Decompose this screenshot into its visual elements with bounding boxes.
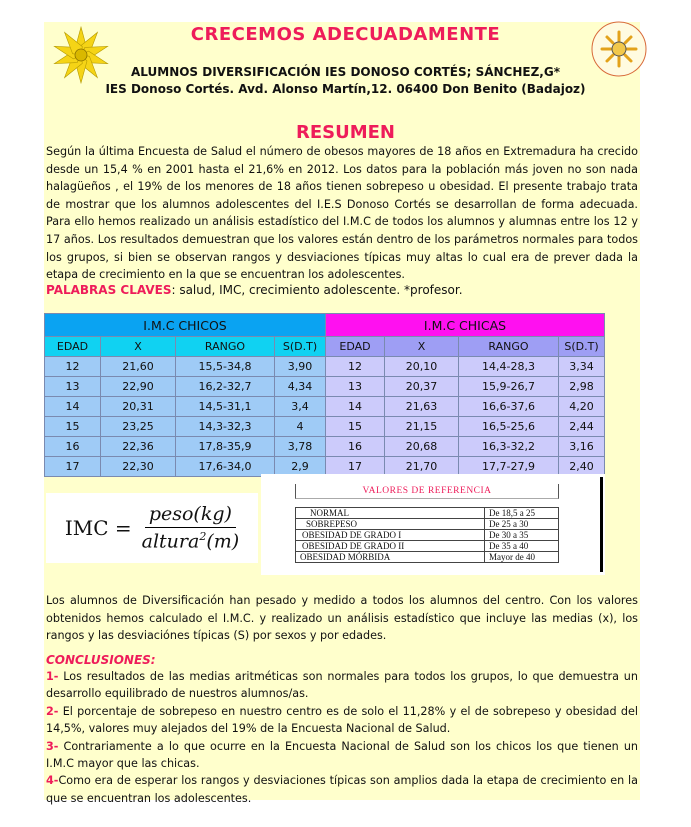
reference-range: De 25 a 30 xyxy=(485,519,559,530)
cell: 14,4-28,3 xyxy=(459,357,559,377)
conclusion-text: El porcentaje de sobrepeso en nuestro centro es de solo el 11,28% y el de sobrepeso y obesidad del 14,5%, valores muy alejados del 19% de la Encuesta Nacional de Salud. xyxy=(46,704,638,736)
cell: 12 xyxy=(326,357,385,377)
keywords-text: : salud, IMC, crecimiento adolescente. *profesor. xyxy=(171,283,463,297)
cell: 20,37 xyxy=(385,377,459,397)
formula-den-base: altura xyxy=(141,530,200,553)
cell: 20,10 xyxy=(385,357,459,377)
reference-category: OBESIDAD MÓRBIDA xyxy=(296,552,485,563)
cell: 22,30 xyxy=(101,457,176,477)
methods-text: Los alumnos de Diversificación han pesado y medido a todos los alumnos del centro. Con los valores obtenidos hemos calculado el I.M.C. y realizado un análisis estadístico que incluye las medias (x), los rangos y las desviaciónes típicas (S) por sexos y por edades. xyxy=(46,594,638,643)
formula-numerator: peso(kg) xyxy=(145,503,236,528)
table-row xyxy=(45,437,605,457)
cell: 16,5-25,6 xyxy=(459,417,559,437)
reference-category: NORMAL xyxy=(296,508,485,519)
reference-row xyxy=(296,541,559,552)
conclusion-text: Los resultados de las medias aritméticas son normales para todos los grupos, lo que demuestra un desarrollo equilibrado de nuestros alumnos/as. xyxy=(46,670,638,701)
cell: 17,8-35,9 xyxy=(176,437,275,457)
conclusion-number: 3- xyxy=(46,739,59,753)
cell: 21,70 xyxy=(385,457,459,477)
conclusion-number: 4- xyxy=(46,774,59,788)
table-row xyxy=(45,377,605,397)
col-edad: EDAD xyxy=(326,337,385,357)
keywords xyxy=(46,283,463,297)
col-x: X xyxy=(385,337,459,357)
formula-fraction xyxy=(142,503,240,552)
cell: 3,4 xyxy=(275,397,326,417)
reference-category: SOBREPESO xyxy=(296,519,485,530)
cell: 4,34 xyxy=(275,377,326,397)
reference-range: De 35 a 40 xyxy=(485,541,559,552)
resumen-text: Según la última Encuesta de Salud el número de obesos mayores de 18 años en Extremadura ha crecido desde un 15,4 % en 2001 hasta el 21,6% en 2012. Los datos para la población más joven no son nada halagüeños , el 19% de los menores de 18 años tienen sobrepeso u obesidad. El presente trabajo trata de mostrar que los alumnos adolescentes del I.E.S Donoso Cortés se desarrollan de forma adecuada. Para ello hemos realizado un análisis estadístico del I.M.C de todos los alumnos y alumnas entre los 12 y 17 años. Los resultados demuestran que los valores están dentro de los parámetros normales para todos los grupos, si bien se observan rangos y desviaciones típicas muy altas lo cual era de prever dada la etapa de crecimiento en la que se encuentran los adolescentes. xyxy=(46,145,638,282)
table-row xyxy=(45,357,605,377)
cell: 16,3-32,2 xyxy=(459,437,559,457)
address-line: IES Donoso Cortés. Avd. Alonso Martín,12. 06400 Don Benito (Badajoz) xyxy=(105,82,586,96)
author-block xyxy=(0,64,691,98)
cell: 20,68 xyxy=(385,437,459,457)
cell: 3,78 xyxy=(275,437,326,457)
boys-header: I.M.C CHICOS xyxy=(45,314,326,337)
col-rango: RANGO xyxy=(176,337,275,357)
reference-category: OBESIDAD DE GRADO I xyxy=(296,530,485,541)
imc-formula xyxy=(46,493,258,563)
col-x: X xyxy=(101,337,176,357)
reference-row xyxy=(296,519,559,530)
cell: 15 xyxy=(45,417,101,437)
conclusion-number: 2- xyxy=(46,704,59,718)
cell: 15 xyxy=(326,417,385,437)
col-edad: EDAD xyxy=(45,337,101,357)
cell: 2,9 xyxy=(275,457,326,477)
table-row xyxy=(45,397,605,417)
conclusion-item xyxy=(46,703,638,738)
cell: 15,5-34,8 xyxy=(176,357,275,377)
reference-range: De 18,5 a 25 xyxy=(485,508,559,519)
reference-range: Mayor de 40 xyxy=(485,552,559,563)
girls-header: I.M.C CHICAS xyxy=(326,314,605,337)
cell: 14 xyxy=(45,397,101,417)
conclusion-text: Como era de esperar los rangos y desviaciones típicas son amplios dada la etapa de crecimiento en la que se encuentran los adolescentes. xyxy=(46,774,638,805)
reference-row xyxy=(296,530,559,541)
cell: 16,6-37,6 xyxy=(459,397,559,417)
cell: 16 xyxy=(326,437,385,457)
conclusion-item xyxy=(46,772,638,807)
reference-table xyxy=(295,507,559,563)
conclusion-text: Contrariamente a lo que ocurre en la Encuesta Nacional de Salud son los chicos los que tienen un I.M.C mayor que las chicas. xyxy=(46,739,638,771)
cell: 16,2-32,7 xyxy=(176,377,275,397)
authors-line: ALUMNOS DIVERSIFICACIÓN IES DONOSO CORTÉS; SÁNCHEZ,G* xyxy=(131,65,560,79)
cell: 15,9-26,7 xyxy=(459,377,559,397)
cell: 4,20 xyxy=(559,397,605,417)
cell: 14 xyxy=(326,397,385,417)
reference-values xyxy=(261,474,605,575)
cell: 22,36 xyxy=(101,437,176,457)
resumen-heading: RESUMEN xyxy=(295,122,395,143)
cell: 16 xyxy=(45,437,101,457)
formula-denominator xyxy=(142,528,240,552)
conclusion-item xyxy=(46,668,638,703)
cell: 20,31 xyxy=(101,397,176,417)
cell: 13 xyxy=(45,377,101,397)
keywords-label: PALABRAS CLAVES xyxy=(46,283,172,297)
conclusions-list xyxy=(46,668,638,807)
cell: 2,44 xyxy=(559,417,605,437)
cell: 21,15 xyxy=(385,417,459,437)
conclusions-heading: CONCLUSIONES: xyxy=(46,653,156,667)
cell: 21,60 xyxy=(101,357,176,377)
reference-row xyxy=(296,508,559,519)
cell: 17 xyxy=(326,457,385,477)
cell: 14,3-32,3 xyxy=(176,417,275,437)
reference-range: De 30 a 35 xyxy=(485,530,559,541)
cell: 21,63 xyxy=(385,397,459,417)
conclusion-number: 1- xyxy=(46,670,59,683)
cell: 23,25 xyxy=(101,417,176,437)
cell: 2,98 xyxy=(559,377,605,397)
col-rango: RANGO xyxy=(459,337,559,357)
cell: 3,16 xyxy=(559,437,605,457)
cell: 17,7-27,9 xyxy=(459,457,559,477)
table-row xyxy=(45,417,605,437)
cell: 17,6-34,0 xyxy=(176,457,275,477)
bracket-divider xyxy=(600,477,603,572)
reference-title: VALORES DE REFERENCIA xyxy=(295,484,559,499)
col-sdt: S(D.T) xyxy=(275,337,326,357)
conclusion-item xyxy=(46,738,638,773)
cell: 14,5-31,1 xyxy=(176,397,275,417)
cell: 22,90 xyxy=(101,377,176,397)
cell: 12 xyxy=(45,357,101,377)
cell: 13 xyxy=(326,377,385,397)
reference-row xyxy=(296,552,559,563)
cell: 4 xyxy=(275,417,326,437)
cell: 17 xyxy=(45,457,101,477)
cell: 3,90 xyxy=(275,357,326,377)
cell: 2,40 xyxy=(559,457,605,477)
cell: 3,34 xyxy=(559,357,605,377)
col-sdt: S(D.T) xyxy=(559,337,605,357)
formula-den-unit: (m) xyxy=(206,530,240,553)
reference-category: OBESIDAD DE GRADO II xyxy=(296,541,485,552)
poster-title: CRECEMOS ADECUADAMENTE xyxy=(190,24,501,45)
formula-lhs: IMC = xyxy=(64,516,132,540)
imc-table xyxy=(44,313,605,477)
formula-den-exp: 2 xyxy=(199,530,207,544)
